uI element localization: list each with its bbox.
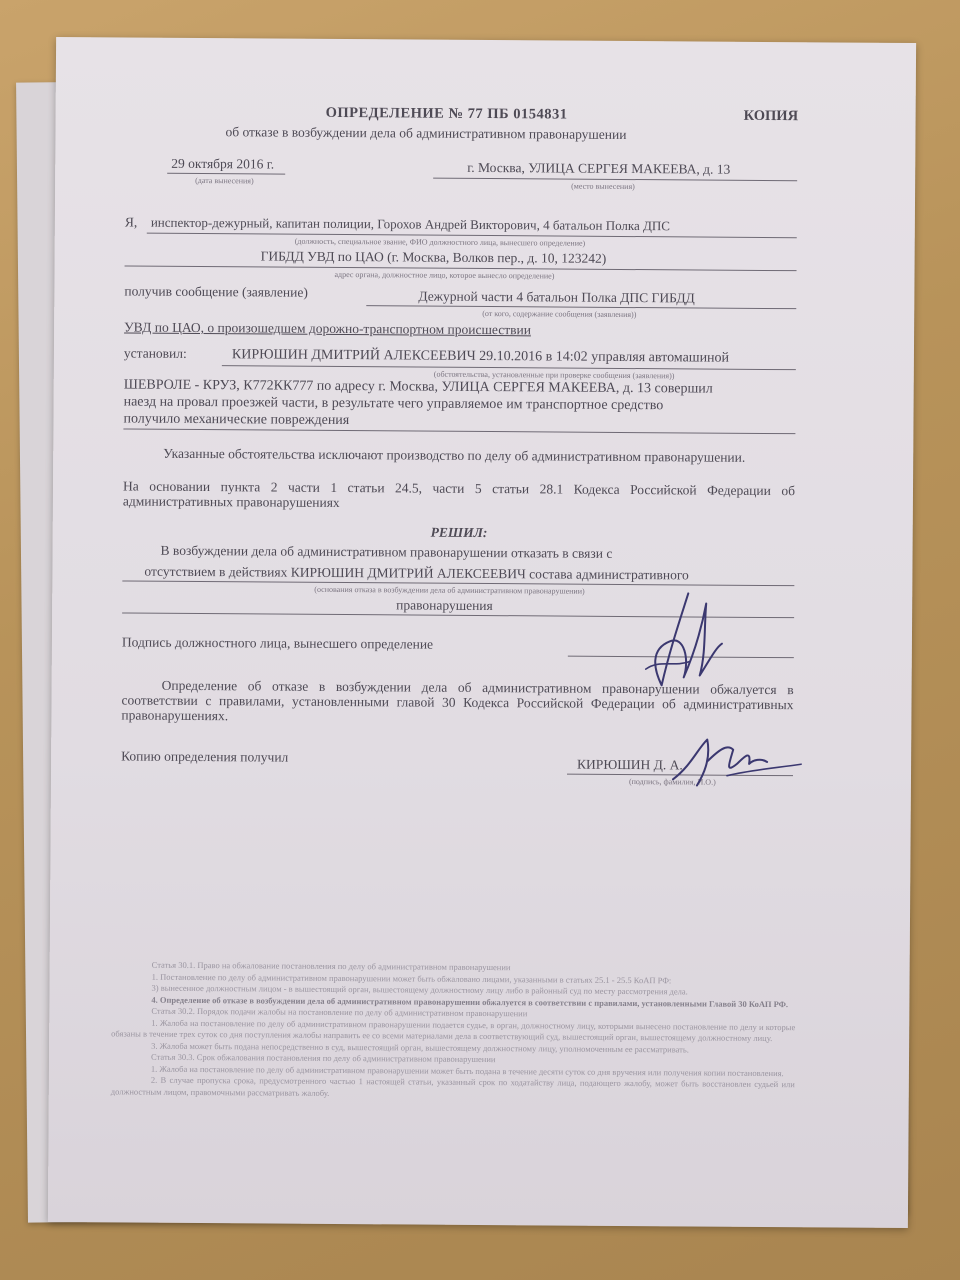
statute-p6: 1. Жалоба на постановление по делу об административном правонарушении подается судье, в орган, должностному лицу, которыми вынесено постановление по делу и которые обязаны в течение трех суток со дня поступления жалобы направить ее со всеми материалами дела в соответствующий суд, вышестоящий орган, вышестоящему должностному лицу. <box>111 1017 796 1044</box>
receipt-name: КИРЮШИН Д. А. <box>577 756 683 773</box>
statute-p4: 4. Определение об отказе в возбуждении дела об административном правонарушении обжалуется в соответствии с правилами, установленными Главой 30 КоАП РФ. <box>151 994 789 1009</box>
decision-line2: отсутствием в действиях КИРЮШИН ДМИТРИЙ АЛЕКСЕЕВИЧ состава административного <box>144 563 689 583</box>
signature-label: Подпись должностного лица, вынесшего определение <box>121 634 434 652</box>
established-line1: КИРЮШИН ДМИТРИЙ АЛЕКСЕЕВИЧ 29.10.2016 в 14:02 управляя автомашиной <box>231 347 730 366</box>
receiver-signature-icon <box>667 719 808 800</box>
report-source: Дежурной части 4 батальон Полка ДПС ГИБДД <box>418 288 695 306</box>
statute-p8: Статья 30.3. Срок обжалования постановления по делу об административном правонарушении <box>150 1051 496 1065</box>
statute-p3: 3) вынесенное должностным лицом - в вышестоящий орган, вышестоящему должностному лицу либо в районный суд по месту рассмотрения дела. <box>151 982 688 997</box>
document-title: ОПРЕДЕЛЕНИЕ № 77 ПБ 0154831 <box>325 104 568 123</box>
decision-line1: В возбуждении дела об административном правонарушении отказать в связи с <box>160 542 613 561</box>
report-content: УВД по ЦАО, о произошедшем дорожно-транспортном происшествии <box>124 319 532 338</box>
statute-p2: 1. Постановление по делу об административном правонарушении может быть обжаловано лицами, указанными в статьях 25.1 - 25.5 КоАП РФ: <box>151 971 672 985</box>
established-caption: (обстоятельства, установленные при проверке сообщения (заявления)) <box>433 369 675 381</box>
report-caption: (от кого, содержание сообщения (заявления)) <box>482 308 637 320</box>
officer-unit: ГИБДД УВД по ЦАО (г. Москва, Волков пер., д. 10, 123242) <box>260 248 607 266</box>
place-caption: (место вынесения) <box>571 181 635 192</box>
officer-name: инспектор-дежурный, капитан полиции, Горохов Андрей Викторович, 4 батальон Полка ДПС <box>150 214 671 234</box>
document-subtitle: об отказе в возбуждении дела об административном правонарушении <box>225 124 627 142</box>
established-line4: получило механические повреждения <box>123 411 350 429</box>
appeal-paragraph: Определение об отказе в возбуждении дела об административном правонарушении обжалуется в соответствии с правилами, установленными главой 30 Кодекса Российской Федерации об административных правонарушениях. <box>121 677 794 724</box>
statute-p9: 1. Жалоба на постановление по делу об административном правонарушении может быть подана в течение десяти суток со дня вручения или получения копии постановления. <box>150 1063 784 1078</box>
statute-block <box>111 959 796 1102</box>
report-source-line <box>366 305 796 309</box>
established-label: установил: <box>123 345 187 361</box>
document-page <box>48 37 916 1228</box>
statute-p5: Статья 30.2. Порядок подачи жалобы на постановление по делу об административном правонарушении <box>151 1005 528 1019</box>
statute-p1: Статья 30.1. Право на обжалование постановления по делу об административном правонарушении <box>151 959 511 973</box>
established-end-rule <box>123 428 795 434</box>
date-caption: (дата вынесения) <box>195 175 254 186</box>
issue-place: г. Москва, УЛИЦА СЕРГЕЯ МАКЕЕВА, д. 13 <box>467 159 731 177</box>
receipt-caption: (подпись, фамилия, И.О.) <box>628 777 716 787</box>
officer-caption: (должность, специальное звание, ФИО должностного лица, вынесшего определение) <box>294 236 586 248</box>
statute-p10: 2. В случае пропуска срока, предусмотренного частью 1 настоящей статьи, указанный срок по ходатайству лица, подающего жалобу, может быть восстановлен судьей или должностным лицом, правомочными рассматривать жалобу. <box>110 1074 795 1098</box>
place-line <box>433 178 797 182</box>
established-line3: наезд на провал проезжей части, в результате чего управляемое им транспортное средство <box>123 394 664 414</box>
statute-p7: 3. Жалоба может быть подана непосредственно в суд, вышестоящий орган, вышестоящему должностному лицу, уполномоченным ее рассматривать. <box>151 1040 689 1054</box>
decision-line3: правонарушения <box>396 597 493 614</box>
issue-date: 29 октября 2016 г. <box>171 155 275 172</box>
decision-heading: РЕШИЛ: <box>430 524 488 541</box>
body-paragraph-2: На основании пункта 2 части 1 статьи 24.5, части 5 статьи 28.1 Кодекса Российской Федерации об административных правонарушениях <box>122 478 796 511</box>
decision-caption: (основания отказа в возбуждении дела об административном правонарушении) <box>314 584 585 596</box>
established-line2: ШЕВРОЛЕ - КРУЗ, К772КК777 по адресу г. Москва, УЛИЦА СЕРГЕЯ МАКЕЕВА, д. 13 совершил <box>123 377 713 397</box>
copy-mark: КОПИЯ <box>743 107 799 125</box>
officer-prefix: Я, <box>124 214 138 230</box>
report-label: получив сообщение (заявление) <box>124 283 308 300</box>
body-paragraph-1: Указанные обстоятельства исключают производство по делу об административном правонарушении. <box>163 445 746 465</box>
officer-unit-caption: адрес органа, должностное лицо, которое вынесло определение) <box>334 269 555 281</box>
date-line <box>167 173 285 175</box>
receipt-label: Копию определения получил <box>121 748 289 765</box>
